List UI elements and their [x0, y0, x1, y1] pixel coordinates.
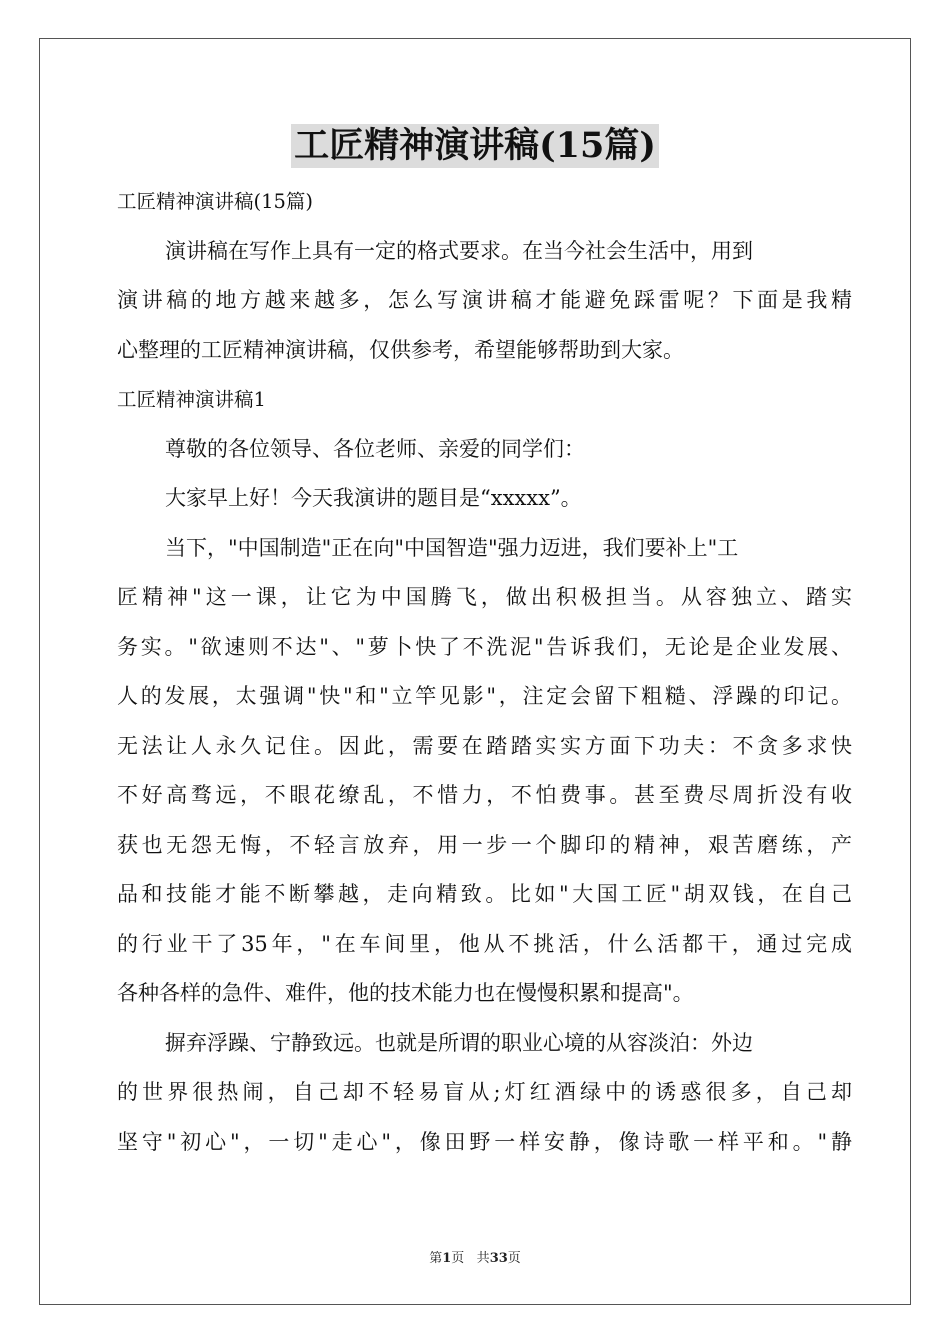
- paragraph-line: 无法让人永久记住。因此，需要在踏踏实实方面下功夫：不贪多求快: [117, 733, 852, 758]
- paragraph-line: 的世界很热闹，自己却不轻易盲从;灯红酒绿中的诱惑很多，自己却: [117, 1080, 852, 1104]
- title-area: [0, 124, 950, 168]
- paragraph-line: 的行业干了35年，"在车间里，他从不挑活，什么活都干，通过完成: [117, 931, 852, 956]
- footer-total-suffix: 页: [507, 1251, 521, 1266]
- paragraph-line: 不好高骛远，不眼花缭乱，不惜力，不怕费事。甚至费尽周折没有收: [117, 783, 852, 807]
- section-heading: 工匠精神演讲稿1: [117, 388, 266, 411]
- page-footer: [0, 1247, 950, 1266]
- paragraph-line: 坚守"初心"，一切"走心"，像田野一样安静，像诗歌一样平和。"静: [117, 1129, 852, 1154]
- document-body: [117, 177, 852, 1167]
- paragraph-line: 务实。"欲速则不达"、"萝卜快了不洗泥"告诉我们，无论是企业发展、: [117, 634, 852, 659]
- footer-total-pages: 33: [489, 1251, 508, 1266]
- paragraph-line: 当下，"中国制造"正在向"中国智造"强力迈进，我们要补上"工: [165, 535, 739, 560]
- paragraph-line: 心整理的工匠精神演讲稿，仅供参考，希望能够帮助到大家。: [117, 337, 684, 362]
- footer-page-number: 1: [442, 1251, 452, 1266]
- footer-total-prefix: 共: [476, 1251, 490, 1266]
- footer-prefix: 第: [429, 1251, 443, 1266]
- paragraph-line: 获也无怨无悔，不轻言放弃，用一步一个脚印的精神，艰苦磨练，产: [117, 832, 852, 857]
- paragraph-line: 人的发展，太强调"快"和"立竿见影"，注定会留下粗糙、浮躁的印记。: [117, 684, 852, 708]
- paragraph-line: 尊敬的各位领导、各位老师、亲爱的同学们：: [165, 436, 585, 461]
- paragraph-line: 匠精神"这一课，让它为中国腾飞，做出积极担当。从容独立、踏实: [117, 585, 852, 609]
- paragraph-line: 品和技能才能不断攀越，走向精致。比如"大国工匠"胡双钱，在自己: [117, 882, 852, 906]
- paragraph-line: 演讲稿在写作上具有一定的格式要求。在当今社会生活中，用到: [165, 238, 753, 263]
- paragraph-line: 摒弃浮躁、宁静致远。也就是所谓的职业心境的从容淡泊：外边: [165, 1030, 753, 1055]
- footer-page-suffix: 页: [451, 1251, 465, 1266]
- subtitle-line: 工匠精神演讲稿(15篇): [117, 190, 314, 213]
- paragraph-line: 各种各样的急件、难件，他的技术能力也在慢慢积累和提高"。: [117, 981, 694, 1005]
- document-title: 工匠精神演讲稿(15篇): [291, 124, 659, 168]
- paragraph-line: 演讲稿的地方越来越多，怎么写演讲稿才能避免踩雷呢？下面是我精: [117, 288, 852, 312]
- paragraph-line: 大家早上好！今天我演讲的题目是“xxxxx”。: [165, 486, 582, 510]
